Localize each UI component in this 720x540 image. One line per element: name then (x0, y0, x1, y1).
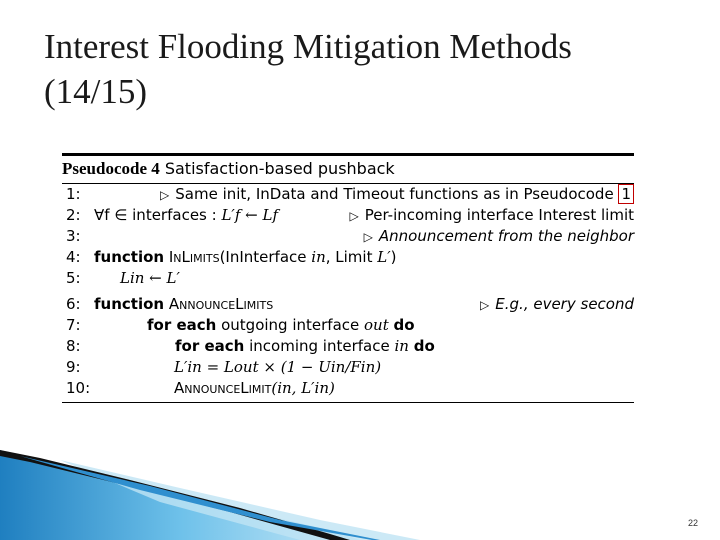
code-line-2 (62, 205, 634, 226)
line-number: 8: (66, 337, 81, 355)
slide-title-line1: Interest Flooding Mitigation Methods (44, 27, 572, 66)
code-line-8 (62, 336, 634, 357)
pseudocode-reference[interactable]: 1 (618, 184, 634, 204)
line-number: 9: (66, 358, 81, 376)
code-comment: ▷ Announcement from the neighbor (363, 227, 634, 245)
pseudocode-caption (62, 156, 634, 181)
code-text: function InLimits(InInterface in, Limit L′) (94, 248, 397, 266)
function-name: AnnounceLimits (168, 295, 274, 313)
code-comment: ▷ Same init, InData and Timeout functions as in Pseudocode 1 (160, 184, 634, 206)
line-number: 7: (66, 316, 81, 334)
code-comment: ▷ Per-incoming interface Interest limit (349, 206, 634, 224)
code-line-5 (62, 268, 634, 289)
code-comment: ▷ E.g., every second (480, 295, 634, 313)
line-number: 5: (66, 269, 81, 287)
code-line-6 (62, 294, 634, 315)
math-expression: L′f ← Lf (221, 206, 279, 224)
caption-text: Satisfaction-based pushback (164, 159, 395, 178)
code-text: AnnounceLimit(in, L′in) (174, 379, 335, 397)
math-expression: L′in = Lout × (1 − Uin/Fin) (174, 358, 382, 376)
code-line-4 (62, 247, 634, 268)
slide-decoration (0, 450, 720, 540)
code-text: ∀f ∈ interfaces : L′f ← Lf (94, 206, 279, 224)
function-name: InLimits (168, 248, 220, 266)
comment-triangle-icon: ▷ (349, 209, 359, 223)
code-text: function AnnounceLimits (94, 295, 274, 313)
pseudocode-block (62, 153, 634, 403)
code-text: for each incoming interface in do (175, 337, 435, 355)
code-line-1 (62, 184, 634, 205)
code-text: for each outgoing interface out do (147, 316, 415, 334)
code-line-10 (62, 378, 634, 399)
function-name: AnnounceLimit (174, 379, 272, 397)
slide-title (44, 24, 684, 114)
bottom-rule (62, 402, 634, 403)
line-number: 4: (66, 248, 81, 266)
comment-triangle-icon: ▷ (160, 188, 170, 202)
math-expression: Lin ← L′ (120, 269, 180, 287)
caption-keyword: Pseudocode 4 (62, 159, 160, 178)
line-number: 1: (66, 185, 81, 203)
code-line-9 (62, 357, 634, 378)
line-number: 6: (66, 295, 81, 313)
code-line-3 (62, 226, 634, 247)
line-number: 3: (66, 227, 81, 245)
code-line-7 (62, 315, 634, 336)
comment-triangle-icon: ▷ (363, 230, 373, 244)
page-number: 22 (687, 518, 698, 528)
line-number: 10: (66, 379, 91, 397)
comment-triangle-icon: ▷ (480, 298, 490, 312)
line-number: 2: (66, 206, 81, 224)
slide-title-line2: (14/15) (44, 72, 148, 111)
